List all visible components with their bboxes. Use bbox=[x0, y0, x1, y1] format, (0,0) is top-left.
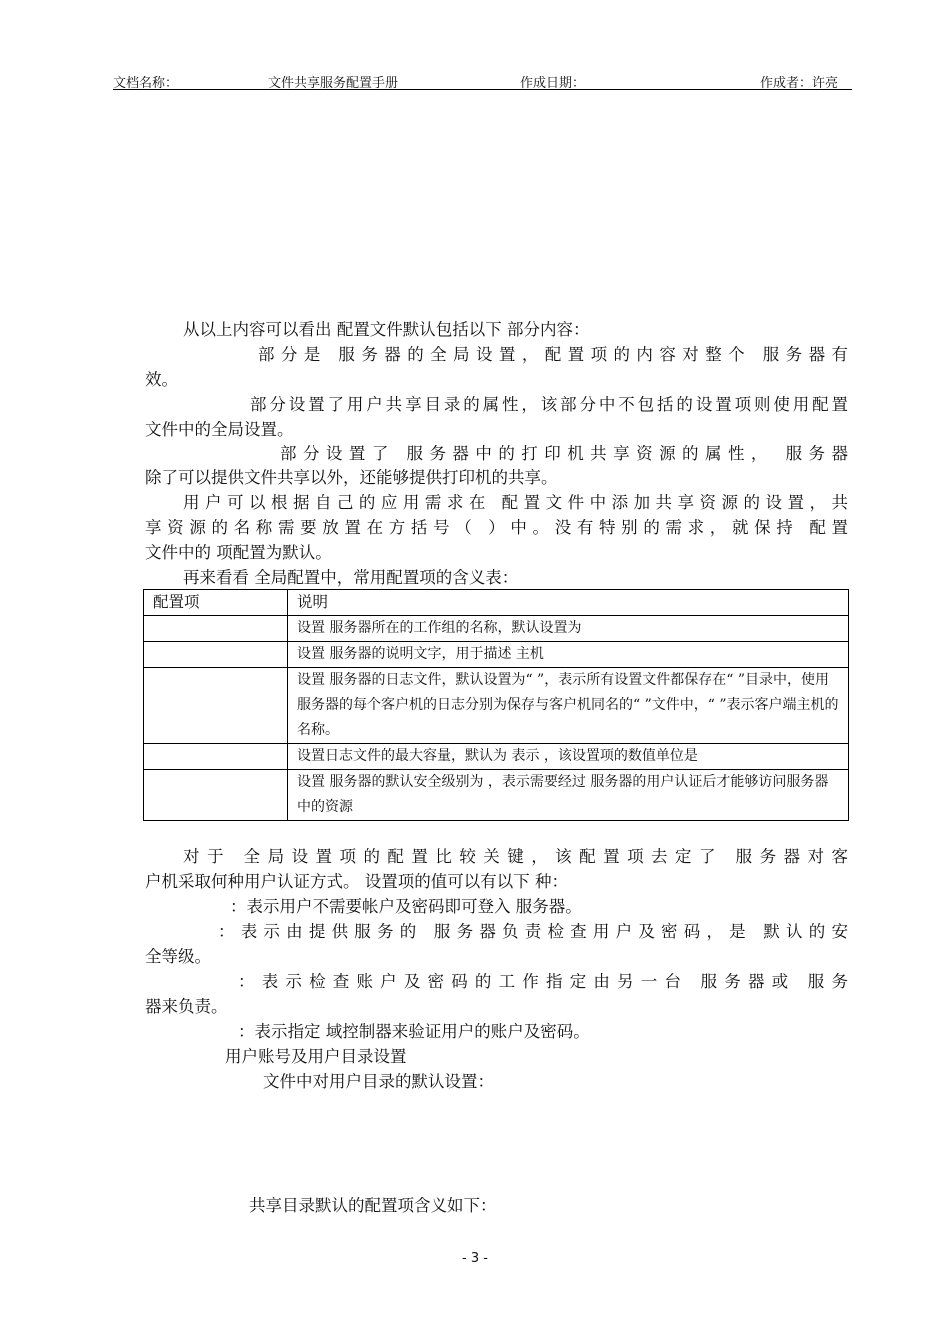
para-custom-line2: 享资源的名称需要放置在方括号（ ）中。没有特别的需求，就保持 配置 bbox=[145, 518, 848, 537]
share-intro: 共享目录默认的配置项含义如下： bbox=[249, 1196, 497, 1215]
page-header bbox=[0, 70, 950, 90]
table-row bbox=[144, 616, 849, 642]
para-custom-line1: 用户可以根据自己的应用需求在 配置文件中添加共享资源的设置，共 bbox=[183, 493, 848, 512]
author: 作成者：许亮 bbox=[760, 76, 839, 91]
date-label: 作成日期： bbox=[520, 76, 586, 91]
table-cell-desc: 设置 服务器的默认安全级别为 ，表示需要经过 服务器的用户认证后才能够访问服务器中的资源 bbox=[288, 770, 849, 821]
para-security-line2: 户机采取何种用户认证方式。 设置项的值可以有以下 种： bbox=[145, 872, 568, 891]
homes-intro: 文件中对用户目录的默认设置： bbox=[263, 1072, 494, 1091]
security-option-2-line1: ：表示由提供服务的 服务器负责检查用户及密码，是 默认的安 bbox=[218, 922, 848, 941]
config-table bbox=[143, 589, 849, 821]
table-cell-desc: 设置 服务器的日志文件，默认设置为“ ”，表示所有设置文件都保存在“ ”目录中，使用 服务器的每个客户机的日志分别为保存与客户机同名的“ ”文件中，“ ”表示客户端主机的名称。 bbox=[288, 668, 849, 744]
para-printers-line1: 部分设置了 服务器中的打印机共享资源的属性， 服务器 bbox=[280, 444, 848, 463]
security-option-3-line1: ：表示检查账户及密码的工作指定由另一台 服务器或 服务 bbox=[238, 972, 848, 991]
table-cell-key bbox=[144, 770, 288, 821]
col-header-key: 配置项 bbox=[144, 590, 288, 616]
doc-name: 文件共享服务配置手册 bbox=[268, 76, 399, 91]
para-intro: 从以上内容可以看出 配置文件默认包括以下 部分内容： bbox=[183, 320, 590, 339]
table-row bbox=[144, 642, 849, 668]
section-heading: 用户账号及用户目录设置 bbox=[225, 1047, 407, 1066]
para-printers-line2: 除了可以提供文件共享以外，还能够提供打印机的共享。 bbox=[145, 468, 558, 487]
para-security-line1: 对于 全局设置项的配置比较关键，该配置项去定了 服务器对客 bbox=[183, 847, 848, 866]
security-option-2-line2: 全等级。 bbox=[145, 947, 211, 966]
header-rule bbox=[113, 89, 852, 90]
table-cell-key bbox=[144, 642, 288, 668]
table-header-row bbox=[144, 590, 849, 616]
table-row bbox=[144, 668, 849, 744]
para-global-line2: 效。 bbox=[145, 370, 178, 389]
para-custom-line3: 文件中的 项配置为默认。 bbox=[145, 543, 332, 562]
table-cell-desc: 设置日志文件的最大容量，默认为 表示 ，该设置项的数值单位是 bbox=[288, 744, 849, 770]
security-option-3-line2: 器来负责。 bbox=[145, 997, 228, 1016]
para-homes-line2: 文件中的全局设置。 bbox=[145, 420, 294, 439]
table-intro: 再来看看 全局配置中，常用配置项的含义表： bbox=[183, 568, 519, 587]
security-option-4: ：表示指定 域控制器来验证用户的账户及密码。 bbox=[238, 1022, 590, 1041]
table-cell-key bbox=[144, 668, 288, 744]
col-header-desc: 说明 bbox=[288, 590, 849, 616]
table-cell-desc: 设置 服务器所在的工作组的名称，默认设置为 bbox=[288, 616, 849, 642]
doc-name-label: 文档名称： bbox=[113, 76, 179, 91]
para-homes-line1: 部分设置了用户共享目录的属性，该部分中不包括的设置项则使用配置 bbox=[250, 395, 848, 414]
page-number: - 3 - bbox=[462, 1251, 488, 1266]
table-cell-key bbox=[144, 744, 288, 770]
para-global-line1: 部分是 服务器的全局设置，配置项的内容对整个 服务器有 bbox=[258, 345, 848, 364]
table-row bbox=[144, 744, 849, 770]
table-cell-desc: 设置 服务器的说明文字，用于描述 主机 bbox=[288, 642, 849, 668]
table-cell-key bbox=[144, 616, 288, 642]
table-row bbox=[144, 770, 849, 821]
security-option-1: ：表示用户不需要帐户及密码即可登入 服务器。 bbox=[230, 897, 582, 916]
